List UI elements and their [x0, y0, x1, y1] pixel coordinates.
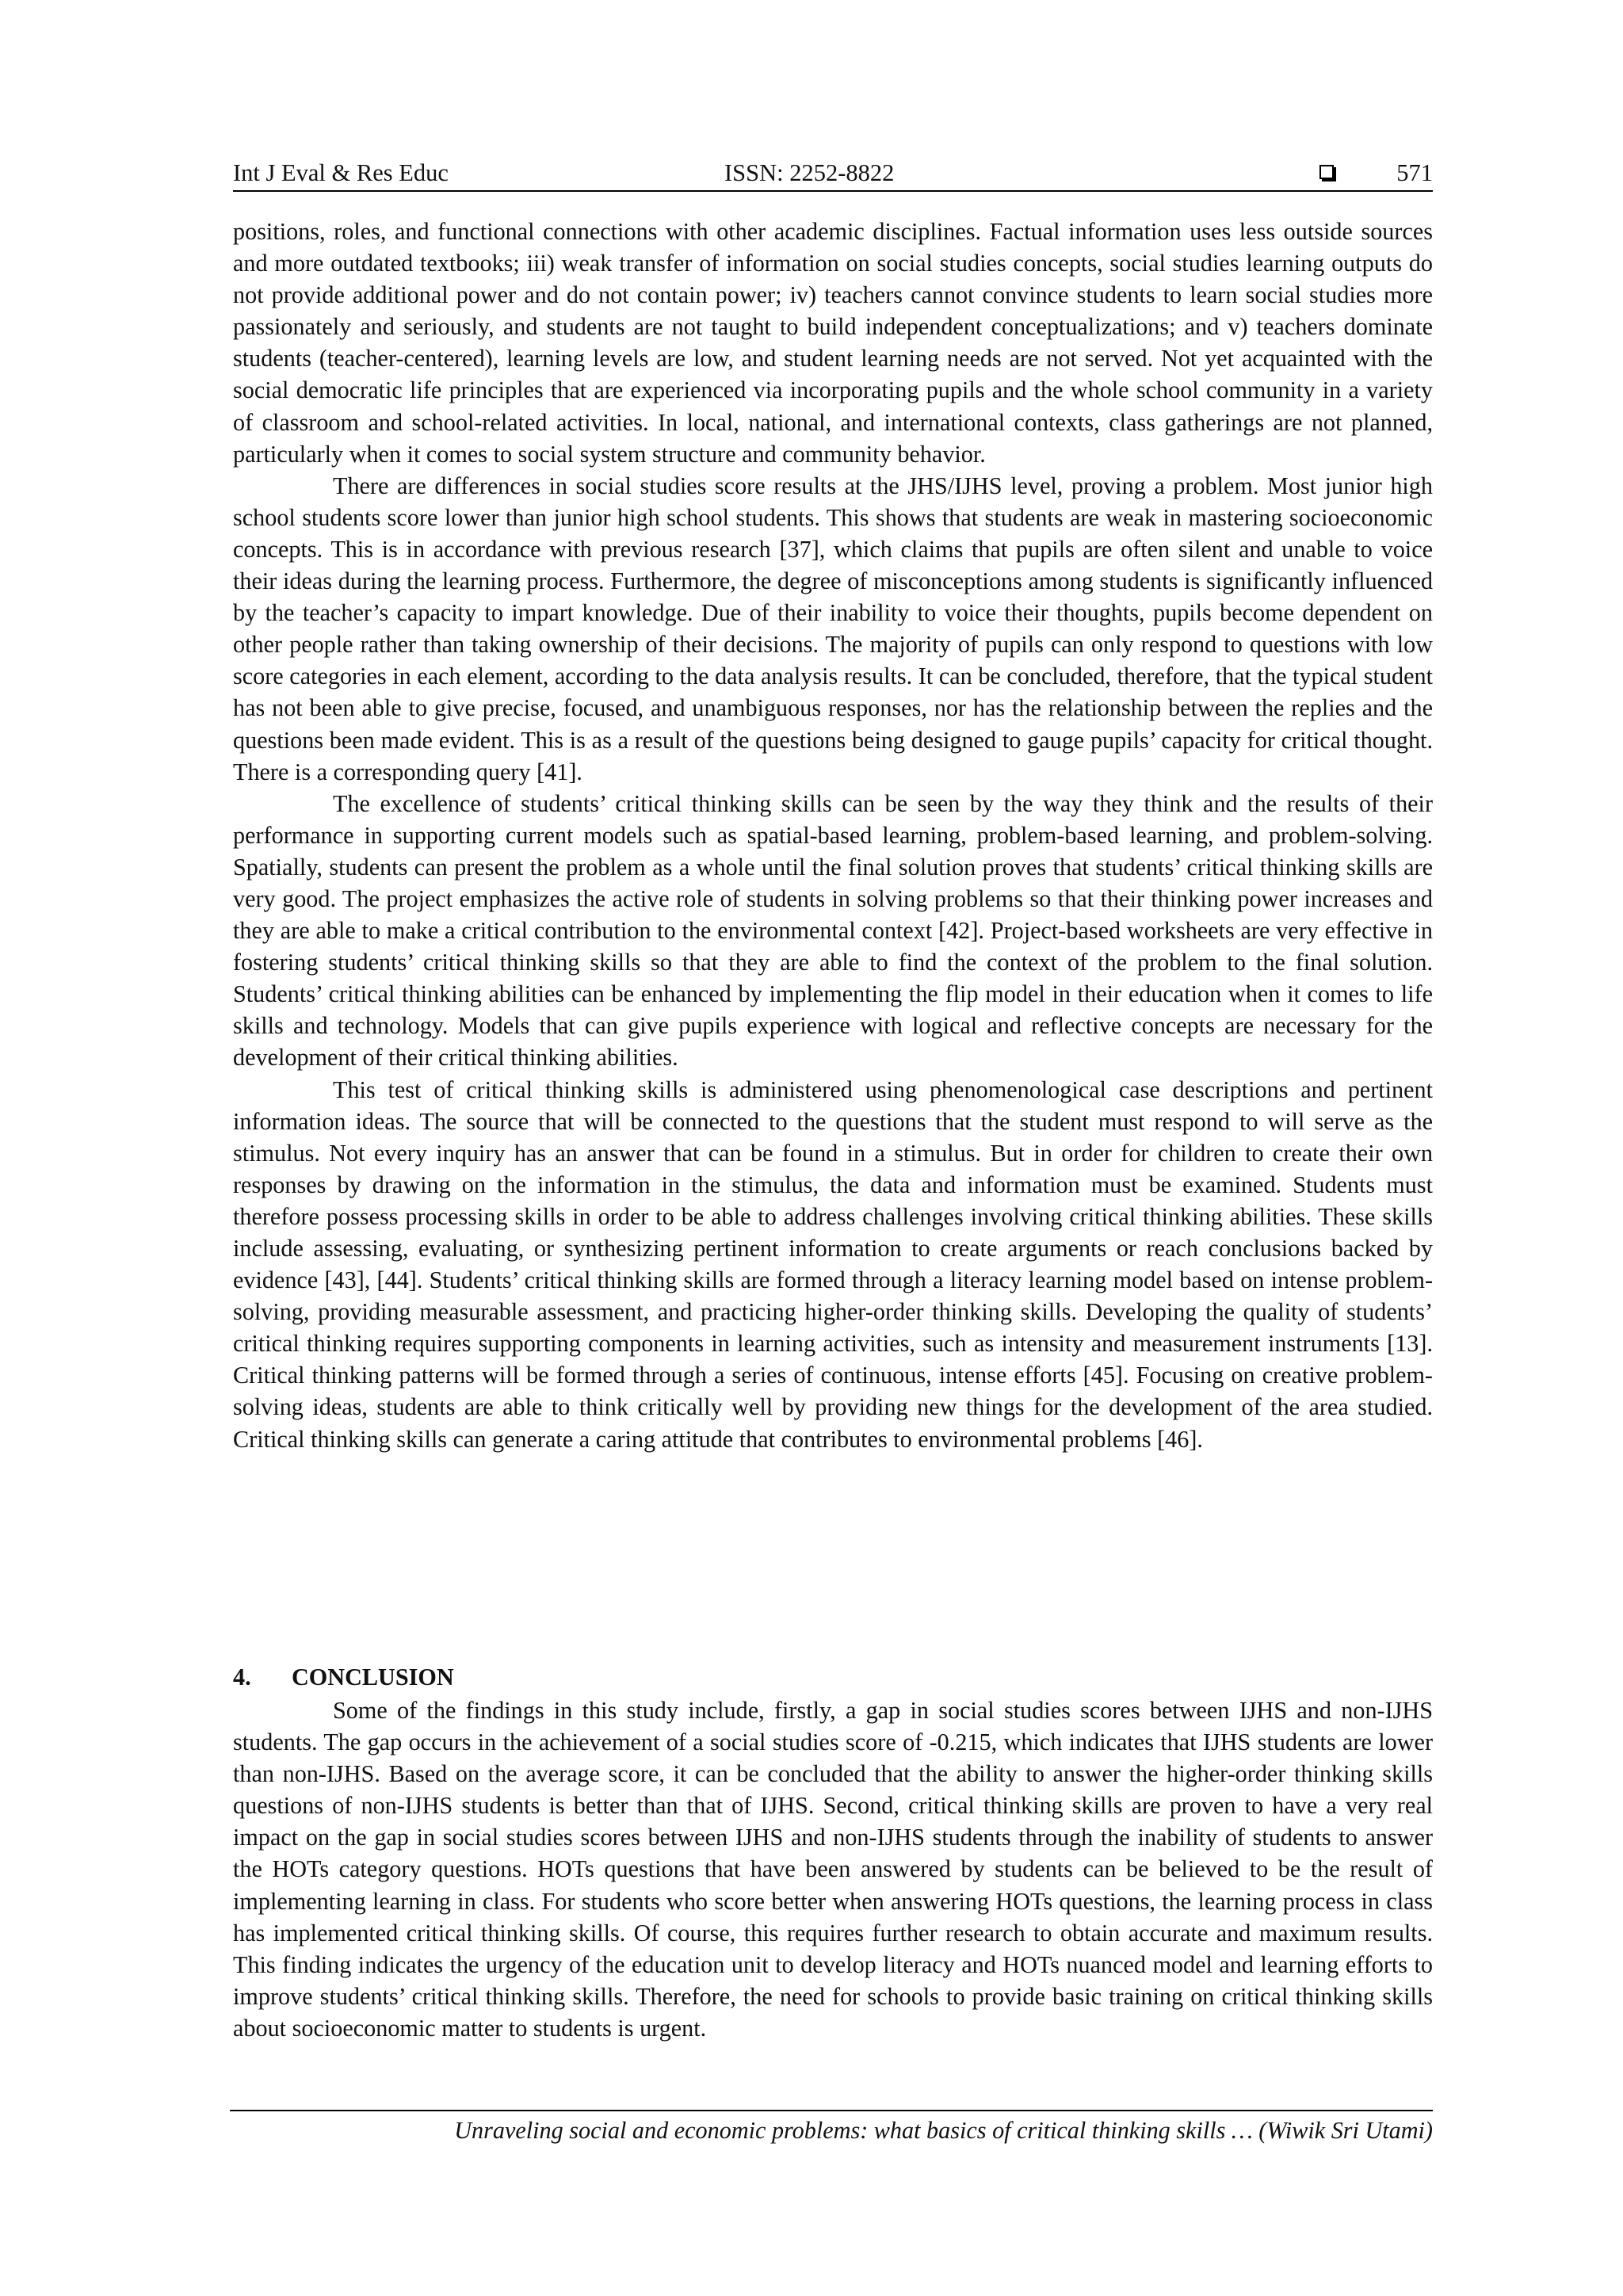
paragraph-continued: positions, roles, and functional connections with other academic disciplines. Factual information uses less outside sources and more outdated textbooks; iii) weak transfer of information on social studies concepts, social studies learning outputs do not provide additional power and do not contain power; iv) teachers cannot convince students to learn social studies more passionately and seriously, and students are not taught to build independent conceptualizations; and v) teachers dominate students (teacher-centered), learning levels are low, and student learning needs are not served. Not yet acquainted with the social democratic life principles that are experienced via incorporating pupils and the whole school community in a variety of classroom and school-related activities. In local, national, and international contexts, class gatherings are not planned, particularly when it comes to social system structure and community behavior.	[233, 218, 1433, 468]
journal-name: Int J Eval & Res Educ	[233, 159, 449, 186]
footer-rule	[230, 2110, 1433, 2111]
running-header	[233, 155, 1433, 192]
paragraph: This test of critical thinking skills is administered using phenomenological case descriptions and pertinent information ideas. The source that will be connected to the questions that the student must respond to will serve as the stimulus. Not every inquiry has an answer that can be found in a stimulus. But in order for children to create their own responses by drawing on the information in the stimulus, the data and information must be examined. Students must therefore possess processing skills in order to be able to address challenges involving critical thinking abilities. These skills include assessing, evaluating, or synthesizing pertinent information to create arguments or reach conclusions backed by evidence [43], [44]. Students’ critical thinking skills are formed through a literacy learning model based on intense problem-solving, providing measurable assessment, and practicing higher-order thinking skills. Developing the quality of students’ critical thinking requires supporting components in learning activities, such as intensity and measurement instruments [13]. Critical thinking patterns will be formed through a series of continuous, intense efforts [45]. Focusing on creative problem-solving ideas, students are able to think critically well by providing new things for the development of the area studied. Critical thinking skills can generate a caring attitude that contributes to environmental problems [46].	[233, 1075, 1433, 1453]
section-number: 4.	[233, 1664, 251, 1690]
paragraph: The excellence of students’ critical thinking skills can be seen by the way they think and the results of their performance in supporting current models such as spatial-based learning, problem-based learning, and problem-solving. Spatially, students can present the problem as a whole until the final solution proves that students’ critical thinking skills are very good. The project emphasizes the active role of students in solving problems so that their thinking power increases and they are able to make a critical contribution to the environmental context [42]. Project-based worksheets are very effective in fostering students’ critical thinking skills so that they are able to find the context of the problem to the final solution. Students’ critical thinking abilities can be enhanced by implementing the flip model in their education when it comes to life skills and technology. Models that can give pupils experience with logical and reflective concepts are necessary for the development of their critical thinking abilities.	[233, 789, 1433, 1072]
issn-label: ISSN: 2252-8822	[724, 159, 895, 186]
section-heading	[233, 1661, 1433, 1693]
paragraph: There are differences in social studies score results at the JHS/IJHS level, proving a problem. Most junior high school students score lower than junior high school students. This shows that students are weak in mastering socioeconomic concepts. This is in accordance with previous research [37], which claims that pupils are often silent and unable to voice their ideas during the learning process. Furthermore, the degree of misconceptions among students is significantly influenced by the teacher’s capacity to impart knowledge. Due of their inability to voice their thoughts, pupils become dependent on other people rather than taking ownership of their decisions. The majority of pupils can only respond to questions with low score categories in each element, according to the data analysis results. It can be concluded, therefore, that the typical student has not been able to give precise, focused, and unambiguous responses, nor has the relationship between the replies and the questions been made evident. This is as a result of the questions being designed to gauge pupils’ capacity for critical thought. There is a corresponding query [41].	[233, 472, 1433, 785]
section-title: CONCLUSION	[292, 1664, 454, 1690]
page-number: 571	[1396, 159, 1433, 186]
running-footer: Unraveling social and economic problems: what basics of critical thinking skills … (Wiwik Sri Utami)	[454, 2117, 1433, 2144]
conclusion-paragraph: Some of the findings in this study include, firstly, a gap in social studies scores between IJHS and non-IJHS students. The gap occurs in the achievement of a social studies score of -0.215, which indicates that IJHS students are lower than non-IJHS. Based on the average score, it can be concluded that the ability to answer the higher-order thinking skills questions of non-IJHS students is better than that of IJHS. Second, critical thinking skills are proven to have a very real impact on the gap in social studies scores between IJHS and non-IJHS students through the inability of students to answer the HOTs category questions. HOTs questions that have been answered by students can be believed to be the result of implementing learning in class. For students who score better when answering HOTs questions, the learning process in class has implemented critical thinking skills. Of course, this requires further research to obtain accurate and maximum results. This finding indicates the urgency of the education unit to develop literacy and HOTs nuanced model and learning efforts to improve students’ critical thinking skills. Therefore, the need for schools to provide basic training on critical thinking skills about socioeconomic matter to students is urgent.	[233, 1697, 1433, 2042]
conclusion-text	[233, 1694, 1433, 2044]
square-box-icon	[1319, 165, 1334, 179]
body-text	[233, 216, 1433, 1455]
